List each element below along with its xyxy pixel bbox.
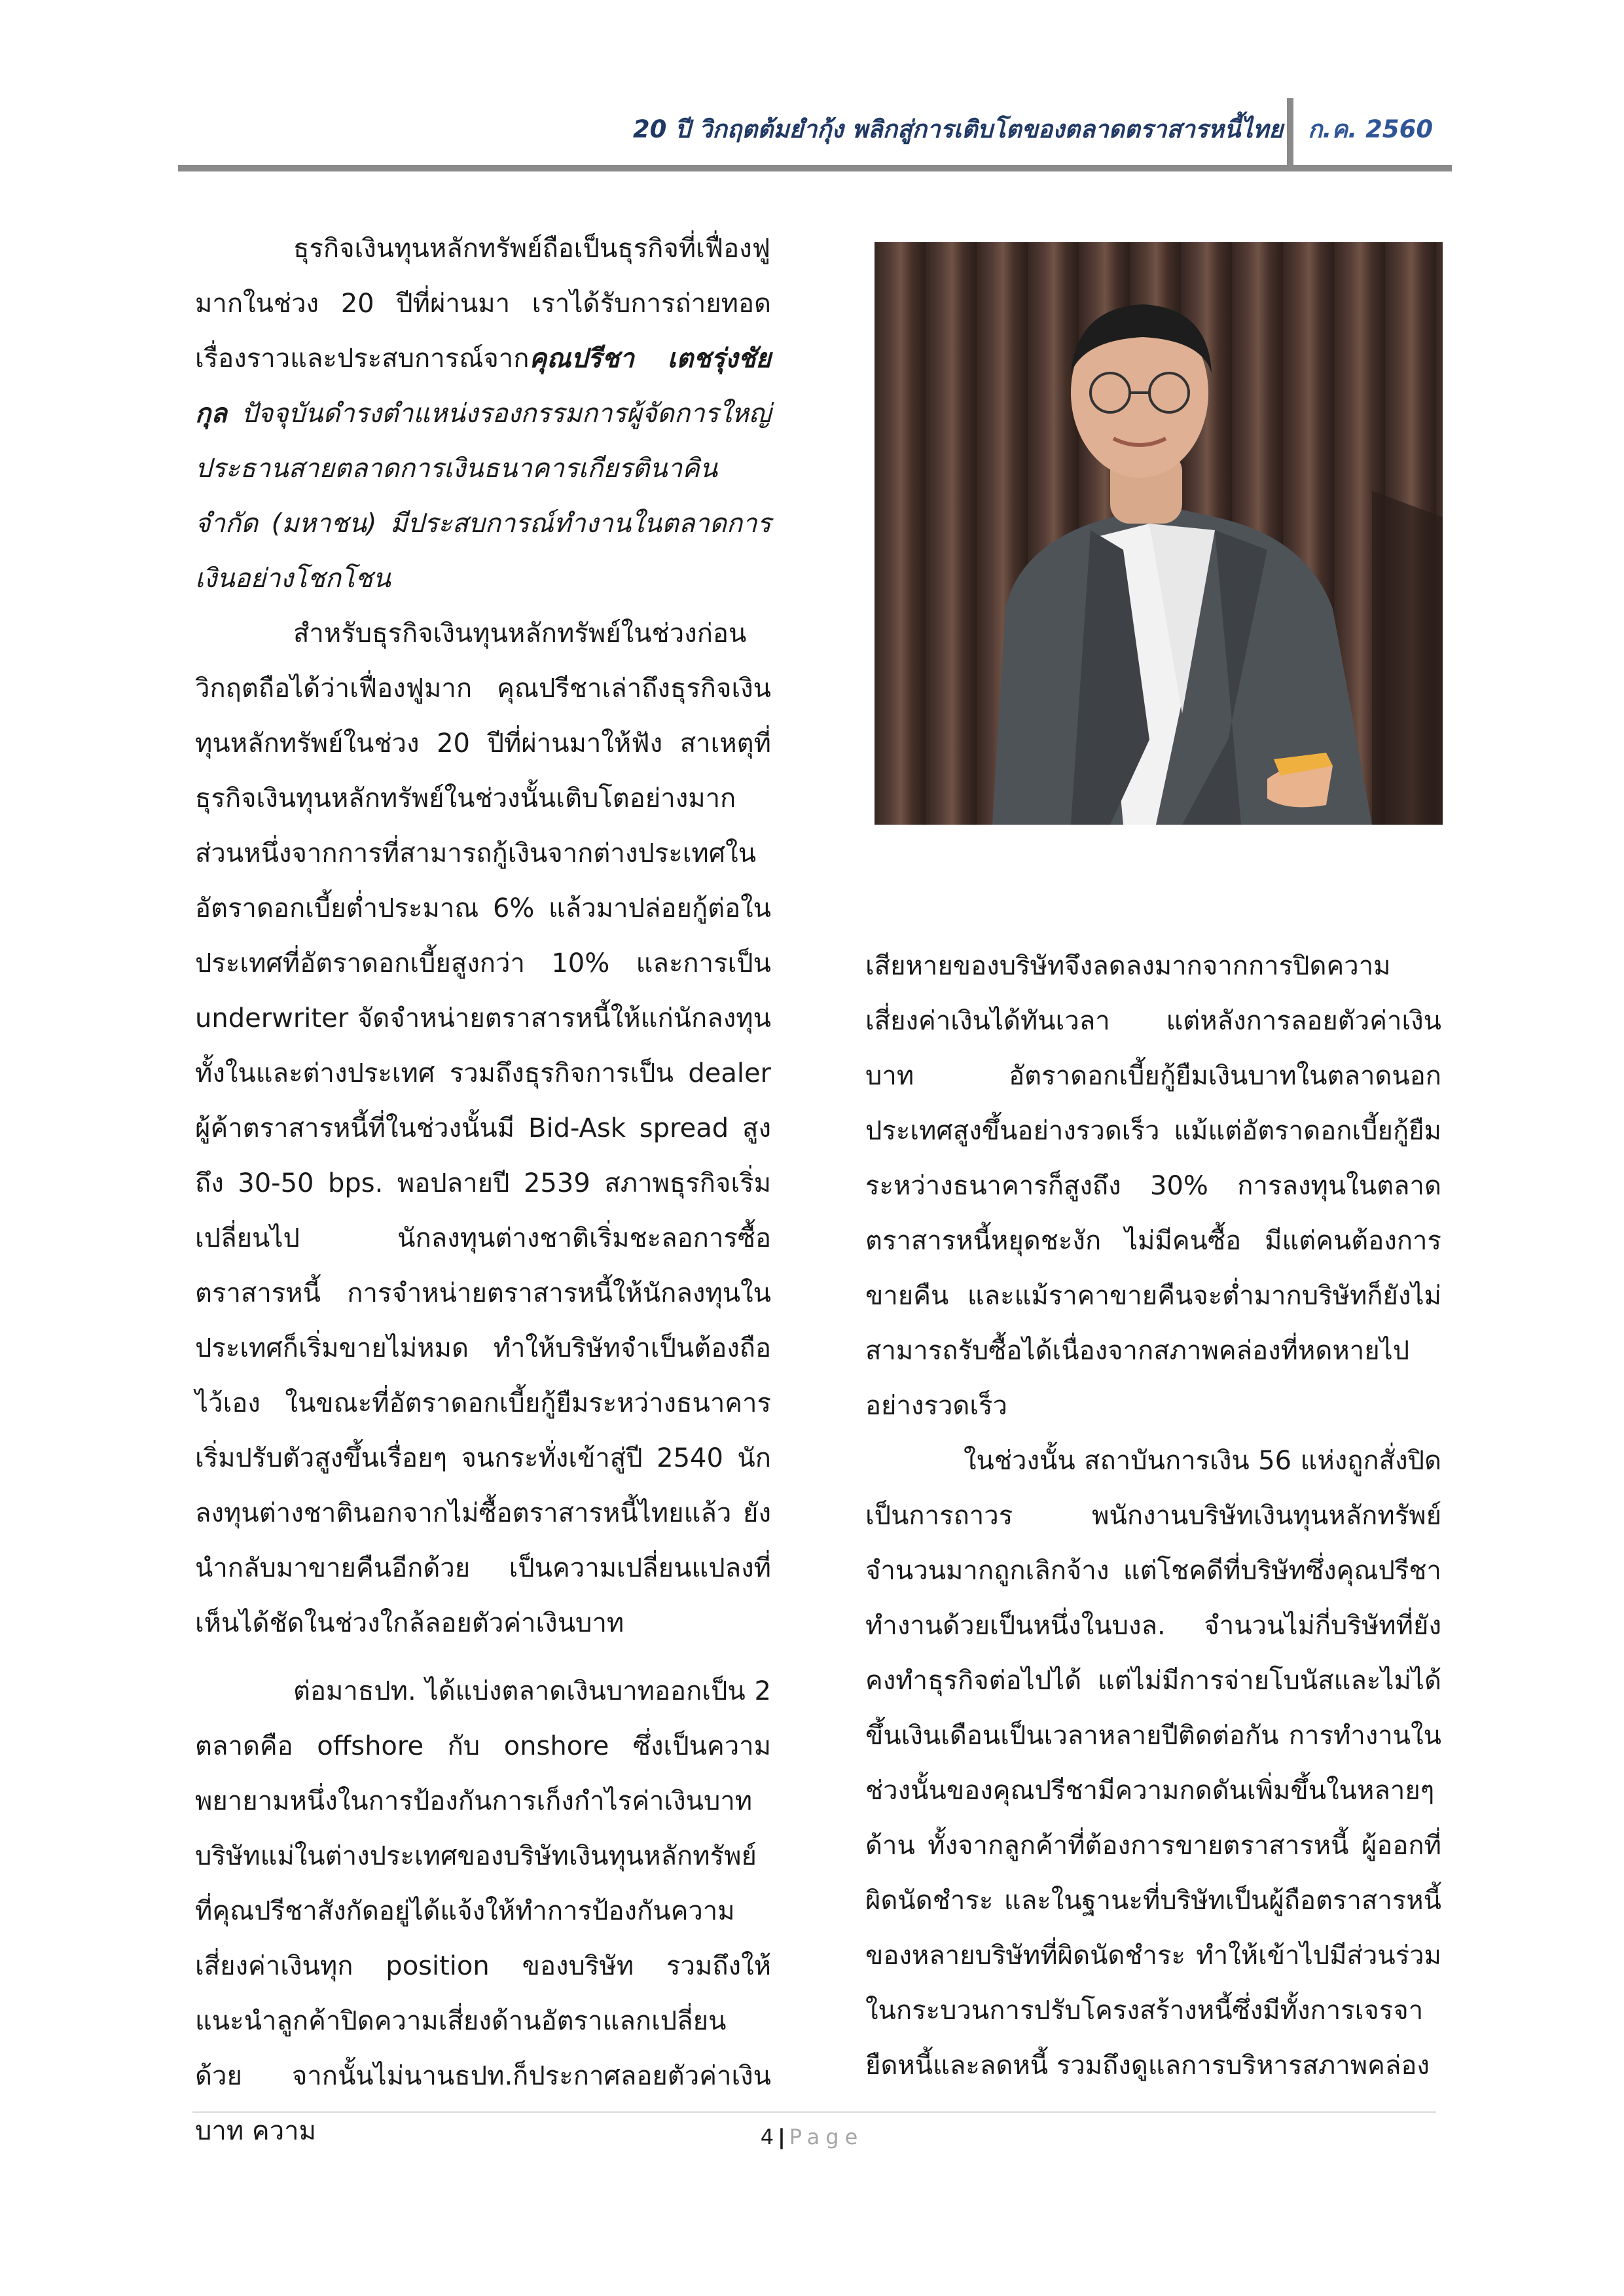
intro-paragraph [195, 221, 771, 606]
interviewee-name: คุณปรีชา เตชรุ่งชัยกุล [195, 344, 771, 429]
page-number: 4 [760, 2125, 774, 2149]
left-text-column [195, 221, 771, 2159]
body-paragraph: ในช่วงนั้น สถาบันการเงิน 56 แห่งถูกสั่งปิดเป็นการถาวร พนักงานบริษัทเงินทุนหลักทรัพย์จำนวนมากถูกเลิกจ้าง แต่โชคดีที่บริษัทซึ่งคุณปรีชาทำงานด้วยเป็นหนึ่งในบงล. จำนวนไม่กี่บริษัทที่ยังคงทำธุรกิจต่อไปได้ แต่ไม่มีการจ่ายโบนัสและไม่ได้ขึ้นเงินเดือนเป็นเวลาหลายปีติดต่อกัน การทำงานในช่วงนั้นของคุณปรีชามีความกดดันเพิ่มขึ้นในหลายๆ ด้าน ทั้งจากลูกค้าที่ต้องการขายตราสารหนี้ ผู้ออกที่ผิดนัดชำระ และในฐานะที่บริษัทเป็นผู้ถือตราสารหนี้ของหลายบริษัทที่ผิดนัดชำระ ทำให้เข้าไปมีส่วนร่วมในกระบวนการปรับโครงสร้างหนี้ซึ่งมีทั้งการเจรจายืดหนี้และลดหนี้ รวมถึงดูแลการบริหารสภาพคล่อง [865, 1446, 1441, 2081]
body-paragraph: สำหรับธุรกิจเงินทุนหลักทรัพย์ในช่วงก่อนวิกฤตถือได้ว่าเฟื่องฟูมาก คุณปรีชาเล่าถึงธุรกิจเงินทุนหลักทรัพย์ในช่วง 20 ปีที่ผ่านมาให้ฟัง สาเหตุที่ธุรกิจเงินทุนหลักทรัพย์ในช่วงนั้นเติบโตอย่างมาก ส่วนหนึ่งจากการที่สามารถกู้เงินจากต่างประเทศในอัตราดอกเบี้ยต่ำประมาณ 6% แล้วมาปล่อยกู้ต่อในประเทศที่อัตราดอกเบี้ยสูงกว่า 10% และการเป็น underwriter จัดจำหน่ายตราสารหนี้ให้แก่นักลงทุนทั้งในและต่างประเทศ รวมถึงธุรกิจการเป็น dealer ผู้ค้าตราสารหนี้ที่ในช่วงนั้นมี Bid-Ask spread สูงถึง 30-50 bps. พอปลายปี 2539 สภาพธุรกิจเริ่มเปลี่ยนไป นักลงทุนต่างชาติเริ่มชะลอการซื้อตราสารหนี้ การจำหน่ายตราสารหนี้ให้นักลงทุนในประเทศก็เริ่มขายไม่หมด ทำให้บริษัทจำเป็นต้องถือไว้เอง ในขณะที่อัตราดอกเบี้ยกู้ยืมระหว่างธนาคารเริ่มปรับตัวสูงขึ้นเรื่อยๆ จนกระทั่งเข้าสู่ปี 2540 นักลงทุนต่างชาตินอกจากไม่ซื้อตราสารหนี้ไทยแล้ว ยังนำกลับมาขายคืนอีกด้วย เป็นความเปลี่ยนแปลงที่เห็นได้ชัดในช่วงใกล้ลอยตัวค่าเงินบาท [195, 619, 771, 1638]
body-paragraph: เสียหายของบริษัทจึงลดลงมากจากการปิดความเสี่ยงค่าเงินได้ทันเวลา แต่หลังการลอยตัวค่าเงินบาท อัตราดอกเบี้ยกู้ยืมเงินบาทในตลาดนอกประเทศสูงขึ้นอย่างรวดเร็ว แม้แต่อัตราดอกเบี้ยกู้ยืมระหว่างธนาคารก็สูงถึง 30% การลงทุนในตลาดตราสารหนี้หยุดชะงัก ไม่มีคนซื้อ มีแต่คนต้องการขายคืน และแม้ราคาขายคืนจะต่ำมากบริษัทก็ยังไม่สามารถรับซื้อได้เนื่องจากสภาพคล่องที่หดหายไปอย่างรวดเร็ว [865, 951, 1441, 1421]
interviewee-photo [875, 242, 1443, 825]
interviewee-title: ปัจจุบันดำรงตำแหน่งรองกรรมการผู้จัดการใหญ่ ประธานสายตลาดการเงินธนาคารเกียรตินาคิน จำกัด (มหาชน) มีประสบการณ์ทำงานในตลาดการเงินอย่างโชกโชน [195, 399, 771, 594]
page-label: Page [789, 2125, 864, 2149]
footer-separator: | [778, 2125, 785, 2149]
intro-text: ธุรกิจเงินทุนหลักทรัพย์ถือเป็นธุรกิจที่เฟื่องฟูมากในช่วง 20 ปีที่ผ่านมา เราได้รับการถ่ายทอดเรื่องราวและประสบการณ์จาก [195, 234, 771, 374]
header-separator [1287, 98, 1293, 169]
running-header-title: 20 ปี วิกฤตต้มยำกุ้ง พลิกสู่การเติบโตของตลาดตราสารหนี้ไทย [632, 115, 1283, 143]
header-rule [178, 165, 1452, 171]
right-text-column [865, 939, 1441, 2093]
page-footer [0, 2125, 1624, 2149]
header-date: ก.ค. 2560 [1308, 115, 1434, 143]
body-paragraph: ต่อมาธปท. ได้แบ่งตลาดเงินบาทออกเป็น 2 ตลาดคือ offshore กับ onshore ซึ่งเป็นความพยายามหนึ่งในการป้องกันการเก็งกำไรค่าเงินบาท บริษัทแม่ในต่างประเทศของบริษัทเงินทุนหลักทรัพย์ที่คุณปรีชาสังกัดอยู่ได้แจ้งให้ทำการป้องกันความเสี่ยงค่าเงินทุก position ของบริษัท รวมถึงให้แนะนำลูกค้าปิดความเสี่ยงด้านอัตราแลกเปลี่ยนด้วย จากนั้นไม่นานธปท.ก็ประกาศลอยตัวค่าเงินบาท ความ [195, 1676, 771, 2146]
footer-rule [192, 2111, 1436, 2113]
